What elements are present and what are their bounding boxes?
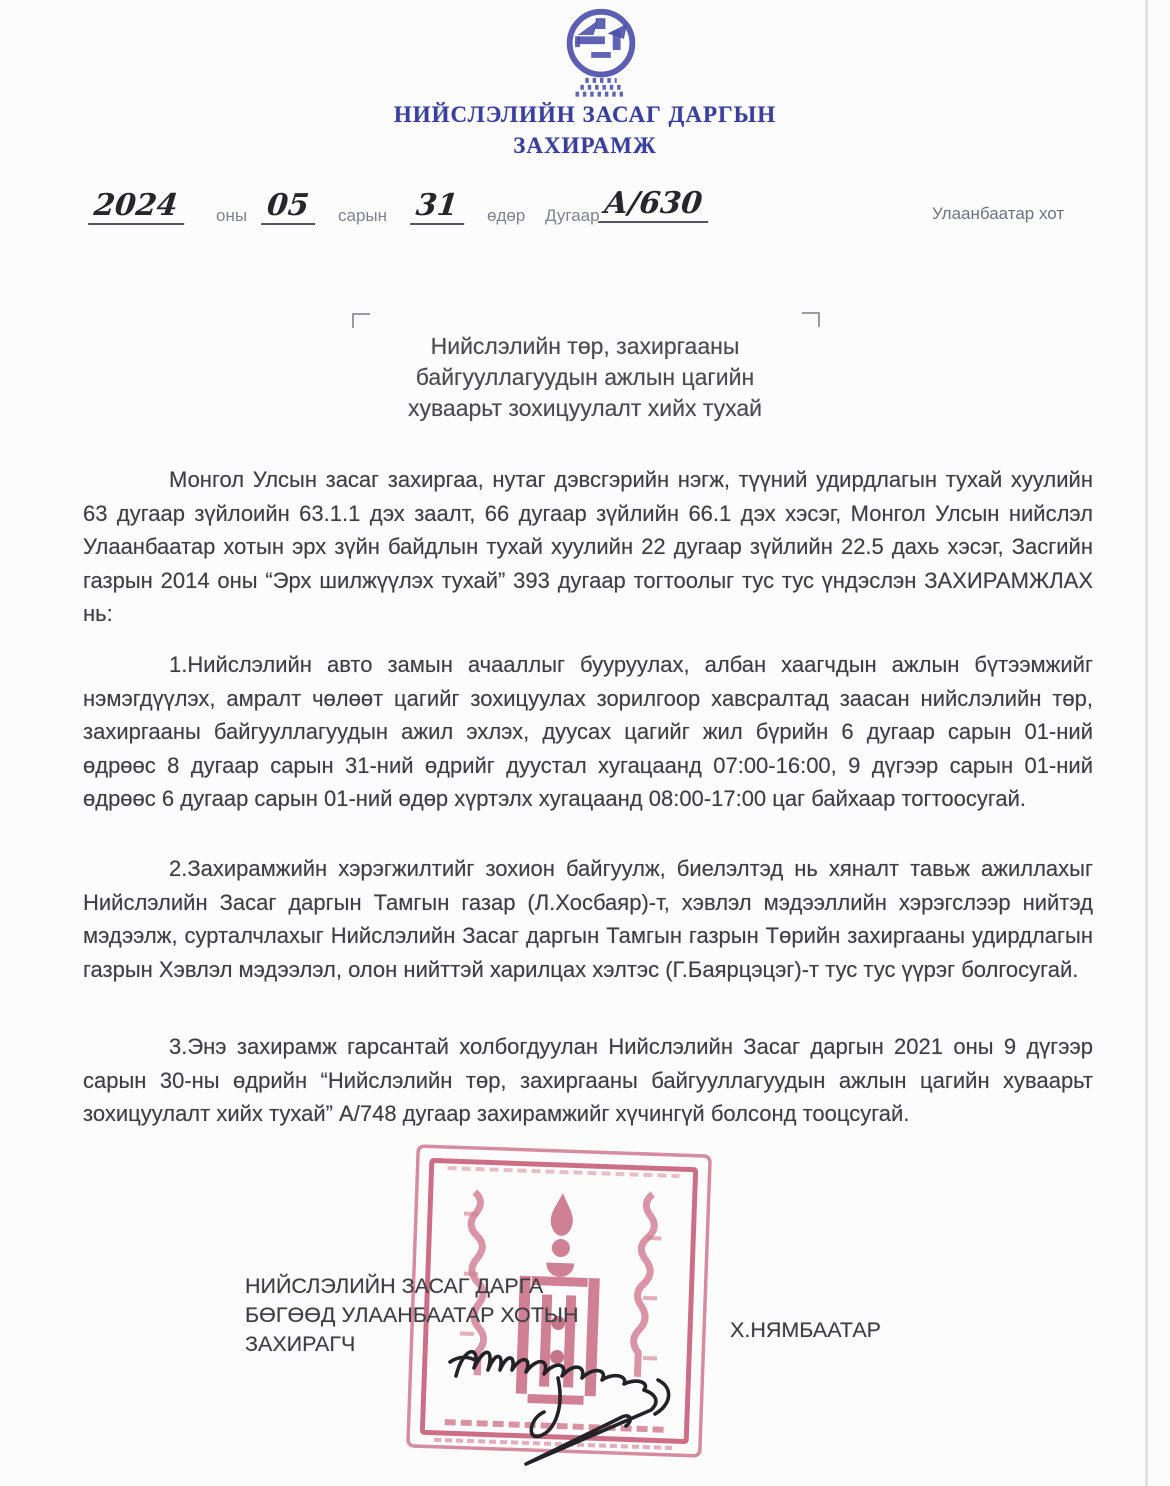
decree-title bbox=[0, 331, 1170, 424]
scan-edge-line bbox=[1145, 0, 1148, 1486]
date-year-label: оны bbox=[216, 206, 248, 225]
date-year-handwritten: 2024 bbox=[88, 188, 187, 225]
document-header bbox=[0, 99, 1170, 161]
title-line1: Нийслэлийн төр, захиргааны bbox=[430, 333, 740, 359]
clause-3-paragraph: 3.Энэ захирамж гарсантай холбогдуулан Нийслэлийн Засаг даргын 2021 оны 9 дүгээр сарын 30-ны өдрийн “Нийслэлийн төр, захиргааны байгууллагуудын ажлын цагийн хуваарьт зохицуулалт хийх тухай” А/748 дугаар захирамжийг хүчингүй болсонд тооцсугай. bbox=[83, 1034, 1093, 1126]
title-line3: хуваарьт зохицуулалт хийх тухай bbox=[407, 395, 763, 421]
date-day-label: өдөр bbox=[487, 206, 526, 225]
decree-number-handwritten: А/630 bbox=[598, 186, 712, 223]
ulaanbaatar-city-emblem-icon bbox=[540, 4, 662, 100]
city-label: Улаанбаатар хот bbox=[932, 204, 1065, 223]
decree-number-label: Дугаар bbox=[545, 206, 600, 225]
title-corner-mark-right bbox=[802, 312, 820, 327]
date-month-label: сарын bbox=[338, 206, 388, 225]
signatory-title-line3: ЗАХИРАГЧ bbox=[245, 1332, 356, 1356]
handwritten-signature-icon bbox=[430, 1298, 750, 1483]
signatory-title-line1: НИЙСЛЭЛИЙН ЗАСАГ ДАРГА bbox=[245, 1274, 544, 1298]
title-corner-mark-left bbox=[352, 313, 370, 328]
signatory-title-line2: БӨГӨӨД УЛААНБААТАР ХОТЫН bbox=[245, 1303, 579, 1327]
clause-1-paragraph: 1.Нийслэлийн авто замын ачааллыг бууруулах, албан хаагчдын ажлын бүтээмжийг нэмэгдүүлэх, амралт чөлөөт цагийг зохицуулах зорилгоор хавсралтад заасан нийслэлийн төр, захиргааны байгууллагуудын ажил эхлэх, дуусах цагийг жил бүрийн 6 дугаар сарын 01-ний өдрөөс 8 дугаар сарын 31-ний өдрийг дуустал хугацаанд 07:00-16:00, 9 дүгээр сарын 01-ний өдрөөс 6 дугаар сарын 01-ний өдөр хүртэлх хугацаанд 08:00-17:00 цаг байхаар тогтоосугай. bbox=[83, 652, 1093, 811]
org-name-line2: ЗАХИРАМЖ bbox=[513, 133, 657, 158]
org-name-line1: НИЙСЛЭЛИЙН ЗАСАГ ДАРГЫН bbox=[393, 102, 777, 127]
signatory-name: Х.НЯМБААТАР bbox=[730, 1318, 882, 1342]
title-line2: байгууллагуудын ажлын цагийн bbox=[415, 364, 755, 390]
clause-2-paragraph: 2.Захирамжийн хэрэгжилтийг зохион байгуулж, биелэлтэд нь хяналт тавьж ажиллахыг Нийслэлийн Засаг даргын Тамгын газар (Л.Хосбаяр)-т, хэвлэл мэдээллийн хэрэгслээр нийтэд мэдээлж, сурталчлахыг Нийслэлийн Засаг даргын Тамгын газрын Төрийн захиргааны удирдлагын газрын Хэвлэл мэдээлэл, олон нийттэй харилцах хэлтэс (Г.Баярцэцэг)-т тус тус үүрэг болгосугай. bbox=[83, 856, 1093, 982]
preamble-paragraph: Монгол Улсын засаг захиргаа, нутаг дэвсгэрийн нэгж, түүний удирдлагын тухай хуулийн 63 дугаар зүйлоийн 63.1.1 дэх заалт, 66 дугаар зүйлийн 66.1 дэх хэсэг, Монгол Улсын нийслэл Улаанбаатар хотын эрх зүйн байдлын тухай хуулийн 22 дугаар зүйлийн 22.5 дахь хэсэг, Засгийн газрын 2014 оны “Эрх шилжүүлэх тухай” 393 дугаар тогтоолыг тус тус үндэслэн ЗАХИРАМЖЛАХ нь: bbox=[83, 467, 1093, 626]
date-day-handwritten: 31 bbox=[410, 188, 468, 225]
date-month-handwritten: 05 bbox=[261, 188, 319, 225]
